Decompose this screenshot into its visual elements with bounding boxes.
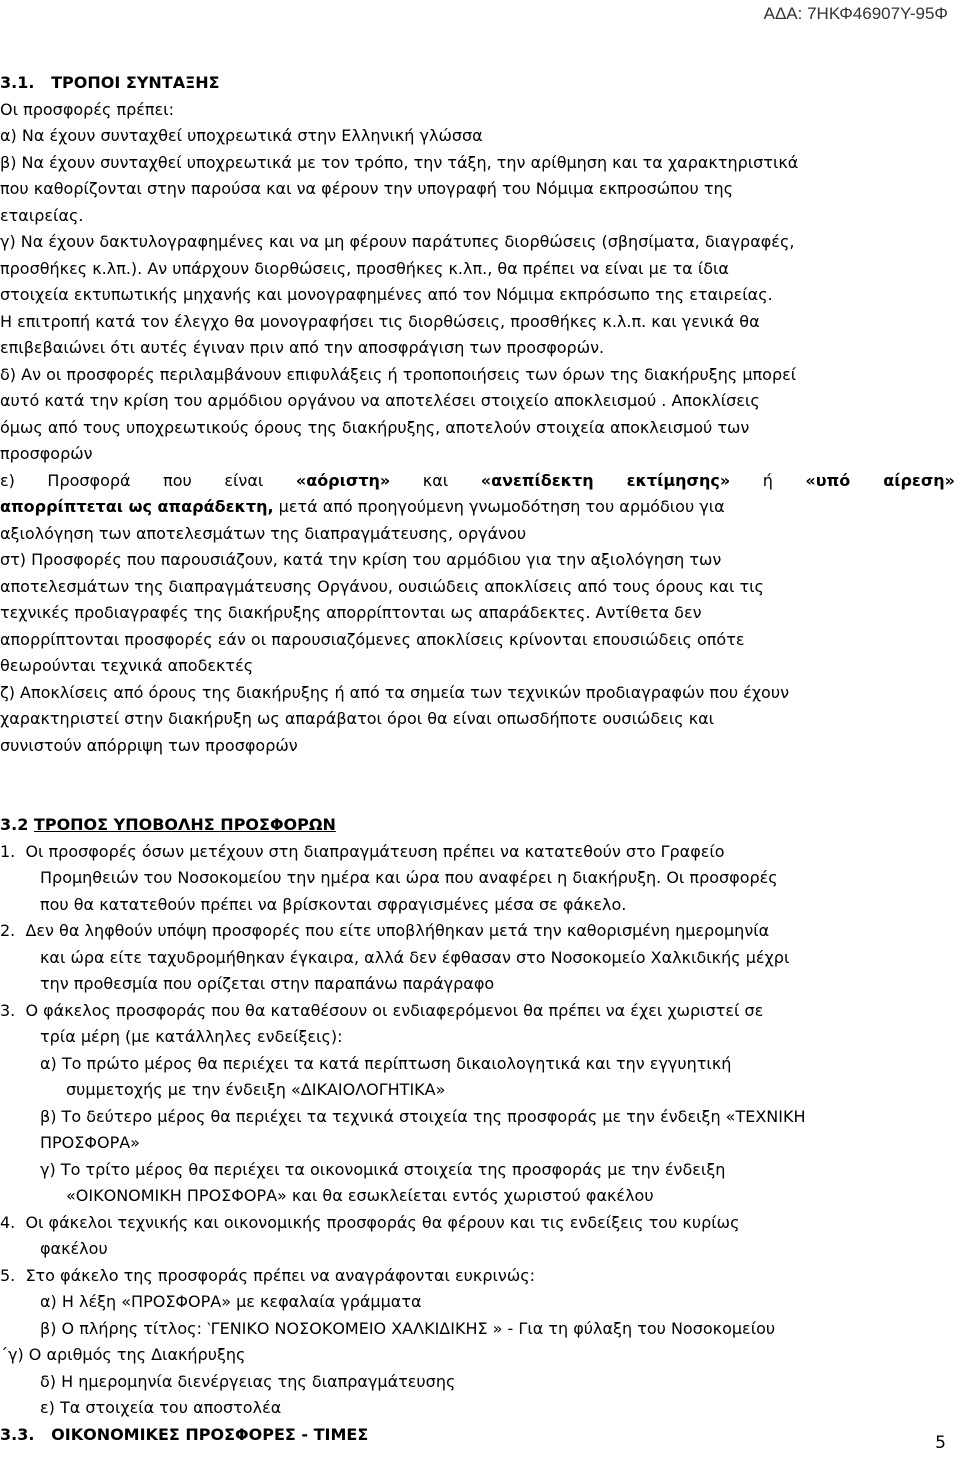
section-number: 3.2 bbox=[0, 815, 34, 834]
sub-item-line: «ΟΙΚΟΝΟΜΙΚΗ ΠΡΟΣΦΟΡΑ» και θα εσωκλείεται εντός χωριστού φακέλου bbox=[66, 1186, 654, 1205]
paragraph-line bbox=[0, 494, 955, 521]
bold-term: απορρίπτεται ως απαράδεκτη, bbox=[0, 497, 274, 516]
list-item-line: την προθεσμία που ορίζεται στην παραπάνω παράγραφο bbox=[40, 974, 495, 993]
paragraph-line: όμως από τους υποχρεωτικούς όρους της διακήρυξης, αποτελούν στοιχεία αποκλεισμού των bbox=[0, 417, 750, 437]
paragraph-line: θεωρούνται τεχνικά αποδεκτές bbox=[0, 656, 254, 675]
section-spacer bbox=[0, 759, 955, 812]
paragraph-line: αυτό κατά την κρίση του αρμόδιου οργάνου να αποτελέσει στοιχείο αποκλεισμού . Αποκλίσεις bbox=[0, 391, 760, 410]
list-item-line: 4. Οι φάκελοι τεχνικής και οικονομικής προσφοράς θα φέρουν και τις ενδείξεις του κυρίως bbox=[0, 1212, 740, 1232]
sub-item-line: ΠΡΟΣΦΟΡΑ» bbox=[40, 1133, 140, 1152]
list-item-line: 2. Δεν θα ληφθούν υπόψη προσφορές που είτε υποβλήθηκαν μετά την καθορισμένη ημερομηνία bbox=[0, 921, 770, 940]
sub-item-line: ε) Τα στοιχεία του αποστολέα bbox=[40, 1398, 282, 1417]
bold-term: «ανεπίδεκτη εκτίμησης» bbox=[480, 470, 731, 490]
paragraph-line: Η επιτροπή κατά τον έλεγχο θα μονογραφήσει τις διορθώσεις, προσθήκες κ.λ.π. και γενικά θα bbox=[0, 311, 760, 331]
paragraph-line: εταιρείας. bbox=[0, 205, 84, 225]
text-run: μετά από προηγούμενη γνωμοδότηση του αρμόδιου για bbox=[273, 497, 725, 516]
list-item-line: 3. Ο φάκελος προσφοράς που θα καταθέσουν οι ενδιαφερόμενοι θα πρέπει να έχει χωριστεί σε bbox=[0, 1000, 764, 1020]
section-heading-text: ΤΡΟΠΟΣ ΥΠΟΒΟΛΗΣ ΠΡΟΣΦΟΡΩΝ bbox=[33, 815, 336, 834]
text-run: και bbox=[390, 470, 481, 490]
paragraph-line: απορρίπτονται προσφορές εάν οι παρουσιαζόμενες αποκλίσεις κρίνονται επουσιώδεις οπότε bbox=[0, 629, 745, 649]
paragraph-line: αποτελεσμάτων της διαπραγμάτευσης Οργάνου, ουσιώδεις αποκλίσεις από τους όρους και τις bbox=[0, 576, 764, 596]
sub-item-line: δ) Η ημερομηνία διενέργειας της διαπραγμάτευσης bbox=[40, 1371, 456, 1391]
paragraph-line: στ) Προσφορές που παρουσιάζουν, κατά την κρίση του αρμόδιου για την αξιολόγηση των bbox=[0, 550, 722, 569]
list-item-line: και ώρα είτε ταχυδρομήθηκαν έγκαιρα, αλλά δεν έφθασαν στο Νοσοκομείο Χαλκιδικής μέχρι bbox=[40, 947, 790, 967]
ada-header: ΑΔΑ: 7ΗΚΦ46907Υ-95Φ bbox=[763, 4, 948, 23]
text-run: ή bbox=[730, 470, 806, 490]
list-item-line: τρία μέρη (με κατάλληλες ενδείξεις): bbox=[40, 1027, 343, 1046]
paragraph-line: προσθήκες κ.λπ.). Αν υπάρχουν διορθώσεις, προσθήκες κ.λπ., θα πρέπει να είναι με τα ίδια bbox=[0, 258, 729, 278]
paragraph-line: στοιχεία εκτυπωτικής μηχανής και μονογραφημένες από τον Νόμιμα εκπρόσωπο της εταιρείας. bbox=[0, 285, 773, 304]
sub-item-line: α) Το πρώτο μέρος θα περιέχει τα κατά περίπτωση δικαιολογητικά και την εγγυητική bbox=[40, 1053, 732, 1073]
sub-item-line: β) Ο πλήρης τίτλος: ‵ΓΕΝΙΚΟ ΝΟΣΟΚΟΜΕΙΟ ΧΑΛΚΙΔΙΚΗΣ » - Για τη φύλαξη του Νοσοκομείου bbox=[40, 1318, 776, 1338]
paragraph-line: β) Να έχουν συνταχθεί υποχρεωτικά με τον τρόπο, την τάξη, την αρίθμηση και τα χαρακτηριστικά bbox=[0, 152, 799, 172]
paragraph-line bbox=[0, 468, 955, 495]
paragraph-line: τεχνικές προδιαγραφές της διακήρυξης απορρίπτονται ως απαράδεκτες. Αντίθετα δεν bbox=[0, 603, 702, 622]
paragraph-line: γ) Να έχουν δακτυλογραφημένες και να μη φέρουν παράτυπες διορθώσεις (σβησίματα, διαγραφές, bbox=[0, 232, 795, 251]
list-item-line: 1. Οι προσφορές όσων μετέχουν στη διαπραγμάτευση πρέπει να κατατεθούν στο Γραφείο bbox=[0, 841, 725, 861]
list-item-line: που θα κατατεθούν πρέπει να βρίσκονται σφραγισμένες μέσα σε φάκελο. bbox=[40, 894, 627, 914]
bold-term: «υπό αίρεση» bbox=[805, 470, 956, 490]
paragraph-line: χαρακτηριστεί στην διακήρυξη ως απαράβατοι όροι θα είναι οπωσδήποτε ουσιώδεις και bbox=[0, 709, 715, 728]
list-item-line: Προμηθειών του Νοσοκομείου την ημέρα και ώρα που αναφέρει η διακήρυξη. Οι προσφορές bbox=[40, 868, 778, 887]
section-3-1-title: 3.1. ΤΡΟΠΟΙ ΣΥΝΤΑΞΗΣ bbox=[0, 73, 220, 92]
paragraph-line: αξιολόγηση των αποτελεσμάτων της διαπραγμάτευσης, οργάνου bbox=[0, 523, 527, 543]
sub-item-line: ΄γ) Ο αριθμός της Διακήρυξης bbox=[0, 1345, 246, 1364]
paragraph-line: α) Να έχουν συνταχθεί υποχρεωτικά στην Ελληνική γλώσσα bbox=[0, 126, 483, 145]
sub-item-line: α) Η λέξη «ΠΡΟΣΦΟΡΑ» με κεφαλαία γράμματα bbox=[40, 1292, 422, 1311]
bold-term: «αόριστη» bbox=[295, 470, 391, 490]
paragraph-line: δ) Αν οι προσφορές περιλαμβάνουν επιφυλάξεις ή τροποποιήσεις των όρων της διακήρυξης μπορεί bbox=[0, 364, 797, 384]
sub-item-line: συμμετοχής με την ένδειξη «ΔΙΚΑΙΟΛΟΓΗΤΙΚΑ» bbox=[66, 1080, 446, 1099]
document-body bbox=[0, 70, 955, 1448]
section-3-3-title: 3.3. ΟΙΚΟΝΟΜΙΚΕΣ ΠΡΟΣΦΟΡΕΣ - ΤΙΜΕΣ bbox=[0, 1424, 369, 1444]
paragraph-line: προσφορών bbox=[0, 444, 93, 463]
sub-item-line: β) Το δεύτερο μέρος θα περιέχει τα τεχνικά στοιχεία της προσφοράς με την ένδειξη «ΤΕΧΝΙΚΗ bbox=[40, 1106, 806, 1126]
list-item-line: φακέλου bbox=[40, 1239, 108, 1258]
page-number: 5 bbox=[935, 1433, 946, 1453]
list-item-line: 5. Στο φάκελο της προσφοράς πρέπει να αναγράφονται ευκρινώς: bbox=[0, 1265, 536, 1285]
paragraph-line: επιβεβαιώνει ότι αυτές έγιναν πριν από την αποσφράγιση των προσφορών. bbox=[0, 338, 605, 357]
sub-item-line: γ) Το τρίτο μέρος θα περιέχει τα οικονομικά στοιχεία της προσφοράς με την ένδειξη bbox=[40, 1159, 726, 1179]
paragraph-line: που καθορίζονται στην παρούσα και να φέρουν την υπογραφή του Νόμιμα εκπροσώπου της bbox=[0, 179, 734, 198]
paragraph-line: ζ) Αποκλίσεις από όρους της διακήρυξης ή από τα σημεία των τεχνικών προδιαγραφών που έχουν bbox=[0, 682, 790, 702]
paragraph-line: Οι προσφορές πρέπει: bbox=[0, 99, 174, 119]
text-run: ε) Προσφορά που είναι bbox=[0, 470, 296, 490]
section-3-2-title bbox=[0, 812, 955, 839]
paragraph-line: συνιστούν απόρριψη των προσφορών bbox=[0, 735, 298, 755]
